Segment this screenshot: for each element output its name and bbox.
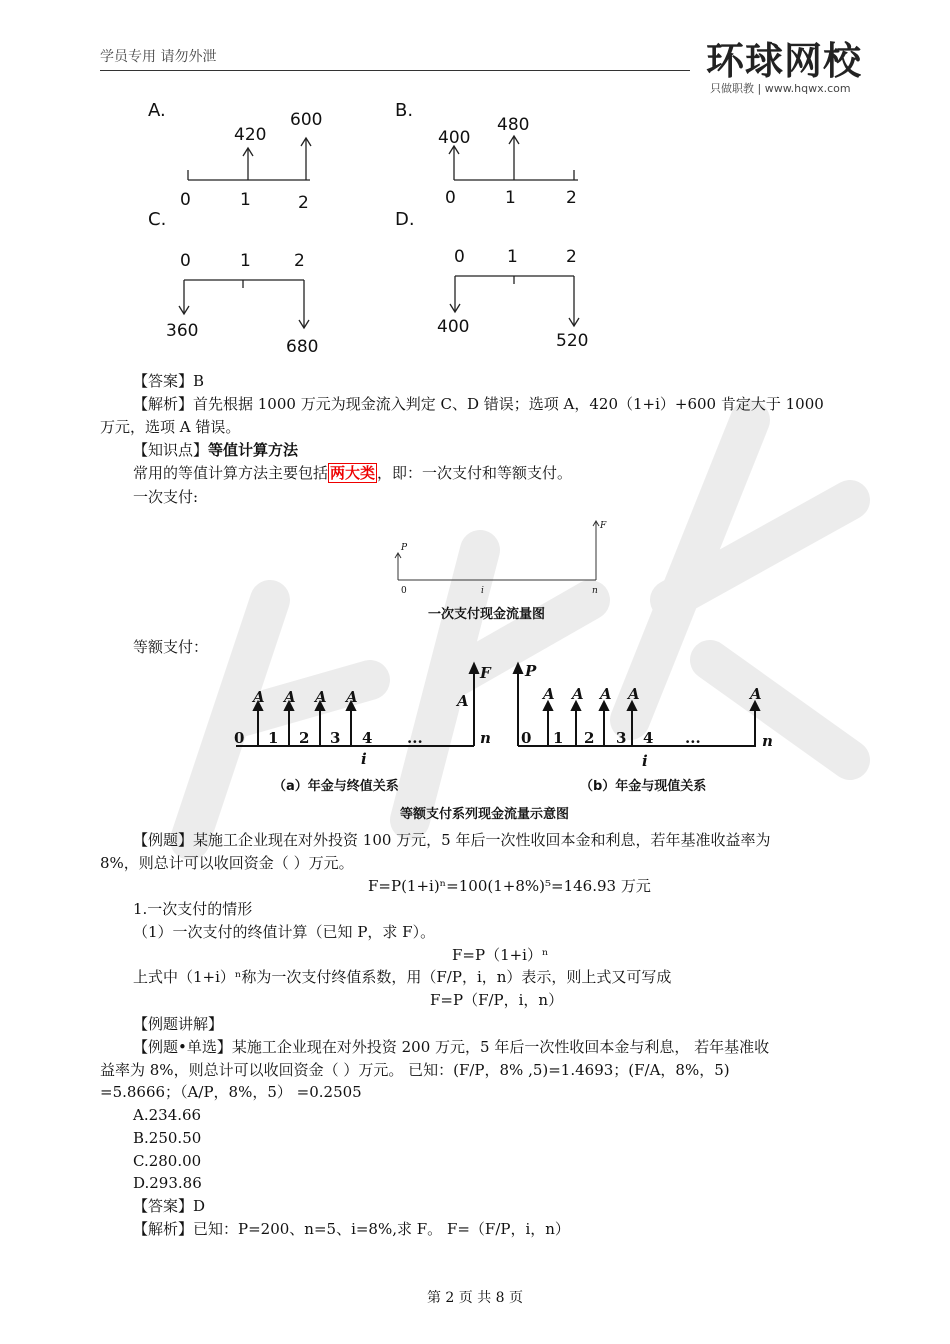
equal-payment-label: 等额支付： — [133, 638, 209, 656]
fig2a-a-label-2: A — [284, 688, 296, 706]
option-d-value-1: 400 — [437, 317, 470, 337]
fig2a-dots: ... — [407, 729, 423, 747]
fig2b-tick-1: 1 — [553, 729, 564, 747]
fig2a-tick-4: 4 — [362, 729, 373, 747]
option-a-label: A. — [148, 100, 166, 121]
fig1-p-label: P — [401, 543, 408, 553]
example-1-line-1: 【例题】某施工企业现在对外投资 100 万元，5 年后一次性收回本金和利息，若年基准收益率为 — [133, 831, 771, 849]
single-payment-diagram — [390, 515, 610, 595]
page-footer: 第 2 页 共 8 页 — [426, 1290, 524, 1306]
option-c-tick-1: 1 — [240, 251, 251, 271]
highlight-two-types: 两大类 — [330, 464, 376, 482]
fig2b-tick-0: 0 — [521, 729, 532, 747]
kp-label: 【知识点】 — [133, 441, 209, 459]
option-a-tick-0: 0 — [180, 190, 191, 210]
formula-2: F=P（F/P，i，n） — [430, 991, 564, 1009]
option-c-tick-0: 0 — [180, 251, 191, 271]
fig2a-tick-3: 3 — [330, 729, 341, 747]
example-2-line-2: 益率为 8%，则总计可以收回资金（ ）万元。 已知：(F/P，8% ,5)=1.4693；(F/A，8%，5) — [100, 1061, 730, 1079]
fig2a-i: i — [361, 750, 367, 768]
option-a-value-1: 420 — [234, 125, 267, 145]
option-b-value-1: 400 — [438, 128, 471, 148]
analysis-2: 【解析】已知：P=200、n=5、i=8%,求 F。 F=（F/P，i，n） — [133, 1220, 570, 1238]
choice-c: C.280.00 — [133, 1152, 202, 1170]
fig2b-a-label-1: A — [543, 685, 555, 703]
fig2a-n: n — [480, 729, 491, 747]
fig1-n: n — [592, 586, 598, 596]
logo-tagline: 只做职教 | www.hqwx.com — [710, 82, 851, 95]
choice-d: D.293.86 — [133, 1174, 202, 1192]
common-methods — [133, 462, 572, 484]
fig2a-tick-2: 2 — [299, 729, 310, 747]
fig2b-tick-3: 3 — [616, 729, 627, 747]
fig1-zero: 0 — [401, 586, 407, 596]
option-b-tick-2: 2 — [566, 188, 577, 208]
fig2b-i: i — [642, 752, 648, 770]
option-c-tick-2: 2 — [294, 251, 305, 271]
option-c-label: C. — [148, 209, 167, 230]
option-b-label: B. — [395, 100, 414, 121]
option-b-tick-1: 1 — [505, 188, 516, 208]
header-note: 学员专用 请勿外泄 — [100, 49, 217, 65]
example-1-line-2: 8%，则总计可以收回资金（ ）万元。 — [100, 854, 354, 872]
fig2a-tick-1: 1 — [268, 729, 279, 747]
example-2-line-1: 【例题•单选】某施工企业现在对外投资 200 万元，5 年后一次性收回本金与利息， 若年基准收 — [133, 1038, 770, 1056]
option-d-tick-1: 1 — [507, 247, 518, 267]
option-a-value-2: 600 — [290, 110, 323, 130]
choice-b: B.250.50 — [133, 1129, 202, 1147]
choice-a: A.234.66 — [133, 1106, 202, 1124]
option-c-value-1: 360 — [166, 321, 199, 341]
fig2a-a-label-1: A — [253, 688, 265, 706]
section-1-title: 1.一次支付的情形 — [133, 900, 253, 918]
option-d-tick-0: 0 — [454, 247, 465, 267]
fig2b-p-label: P — [525, 662, 537, 680]
option-d-tick-2: 2 — [566, 247, 577, 267]
fig1-f-label: F — [600, 521, 607, 531]
formula-1-description: 上式中（1+i）ⁿ称为一次支付终值系数，用（F/P，i，n）表示，则上式又可写成 — [133, 968, 672, 986]
option-a-tick-1: 1 — [240, 190, 251, 210]
option-d-label: D. — [395, 209, 415, 230]
option-b-value-2: 480 — [497, 115, 530, 135]
fig2b-a-label-4: A — [628, 685, 640, 703]
fig2a-f-label: F — [480, 664, 491, 682]
header-divider — [100, 70, 690, 71]
fig2a-a-label-3: A — [315, 688, 327, 706]
example-1-formula: F=P(1+i)ⁿ=100(1+8%)⁵=146.93 万元 — [368, 877, 651, 895]
fig2a-tick-0: 0 — [234, 729, 245, 747]
fig2a-a-label-4: A — [346, 688, 358, 706]
fig1-i: i — [481, 586, 484, 596]
example-2-line-3: =5.8666；（A/P，8%，5） =0.2505 — [100, 1083, 362, 1101]
option-b-tick-0: 0 — [445, 188, 456, 208]
fig2b-a-label-2: A — [572, 685, 584, 703]
analysis-1-line-1: 【解析】首先根据 1000 万元为现金流入判定 C、D 错误；选项 A，420（1+i）+600 肯定大于 1000 — [133, 395, 824, 413]
answer-2: 【答案】D — [133, 1197, 206, 1215]
fig2b-caption: （b）年金与现值关系 — [580, 779, 707, 794]
single-payment-label: 一次支付: — [133, 488, 199, 506]
common-post: ，即：一次支付和等额支付。 — [377, 464, 573, 482]
formula-1: F=P（1+i）ⁿ — [452, 946, 549, 964]
fig1-caption: 一次支付现金流量图 — [428, 607, 546, 622]
answer-1: 【答案】B — [133, 372, 205, 390]
example-explain-heading: 【例题讲解】 — [133, 1015, 224, 1033]
section-1-1-title: （1）一次支付的终值计算（已知 P，求 F）。 — [133, 923, 436, 941]
option-a-tick-2: 2 — [298, 193, 309, 213]
fig2b-dots: ... — [685, 729, 701, 747]
fig2-caption: 等额支付系列现金流量示意图 — [400, 807, 570, 822]
fig2a-caption: （a）年金与终值关系 — [273, 779, 399, 794]
fig2b-tick-4: 4 — [643, 729, 654, 747]
knowledge-point — [133, 439, 298, 461]
common-pre: 常用的等值计算方法主要包括 — [133, 464, 329, 482]
option-c-value-2: 680 — [286, 337, 319, 357]
fig2b-a-label-n: A — [750, 685, 762, 703]
analysis-1-line-2: 万元，选项 A 错误。 — [100, 418, 241, 436]
fig2b-n: n — [762, 732, 773, 750]
option-d-value-2: 520 — [556, 331, 589, 351]
fig2b-tick-2: 2 — [584, 729, 595, 747]
kp-title: 等值计算方法 — [208, 441, 299, 459]
logo: 环球网校 — [706, 39, 863, 83]
fig2a-a-label-n: A — [457, 692, 469, 710]
fig2b-a-label-3: A — [600, 685, 612, 703]
